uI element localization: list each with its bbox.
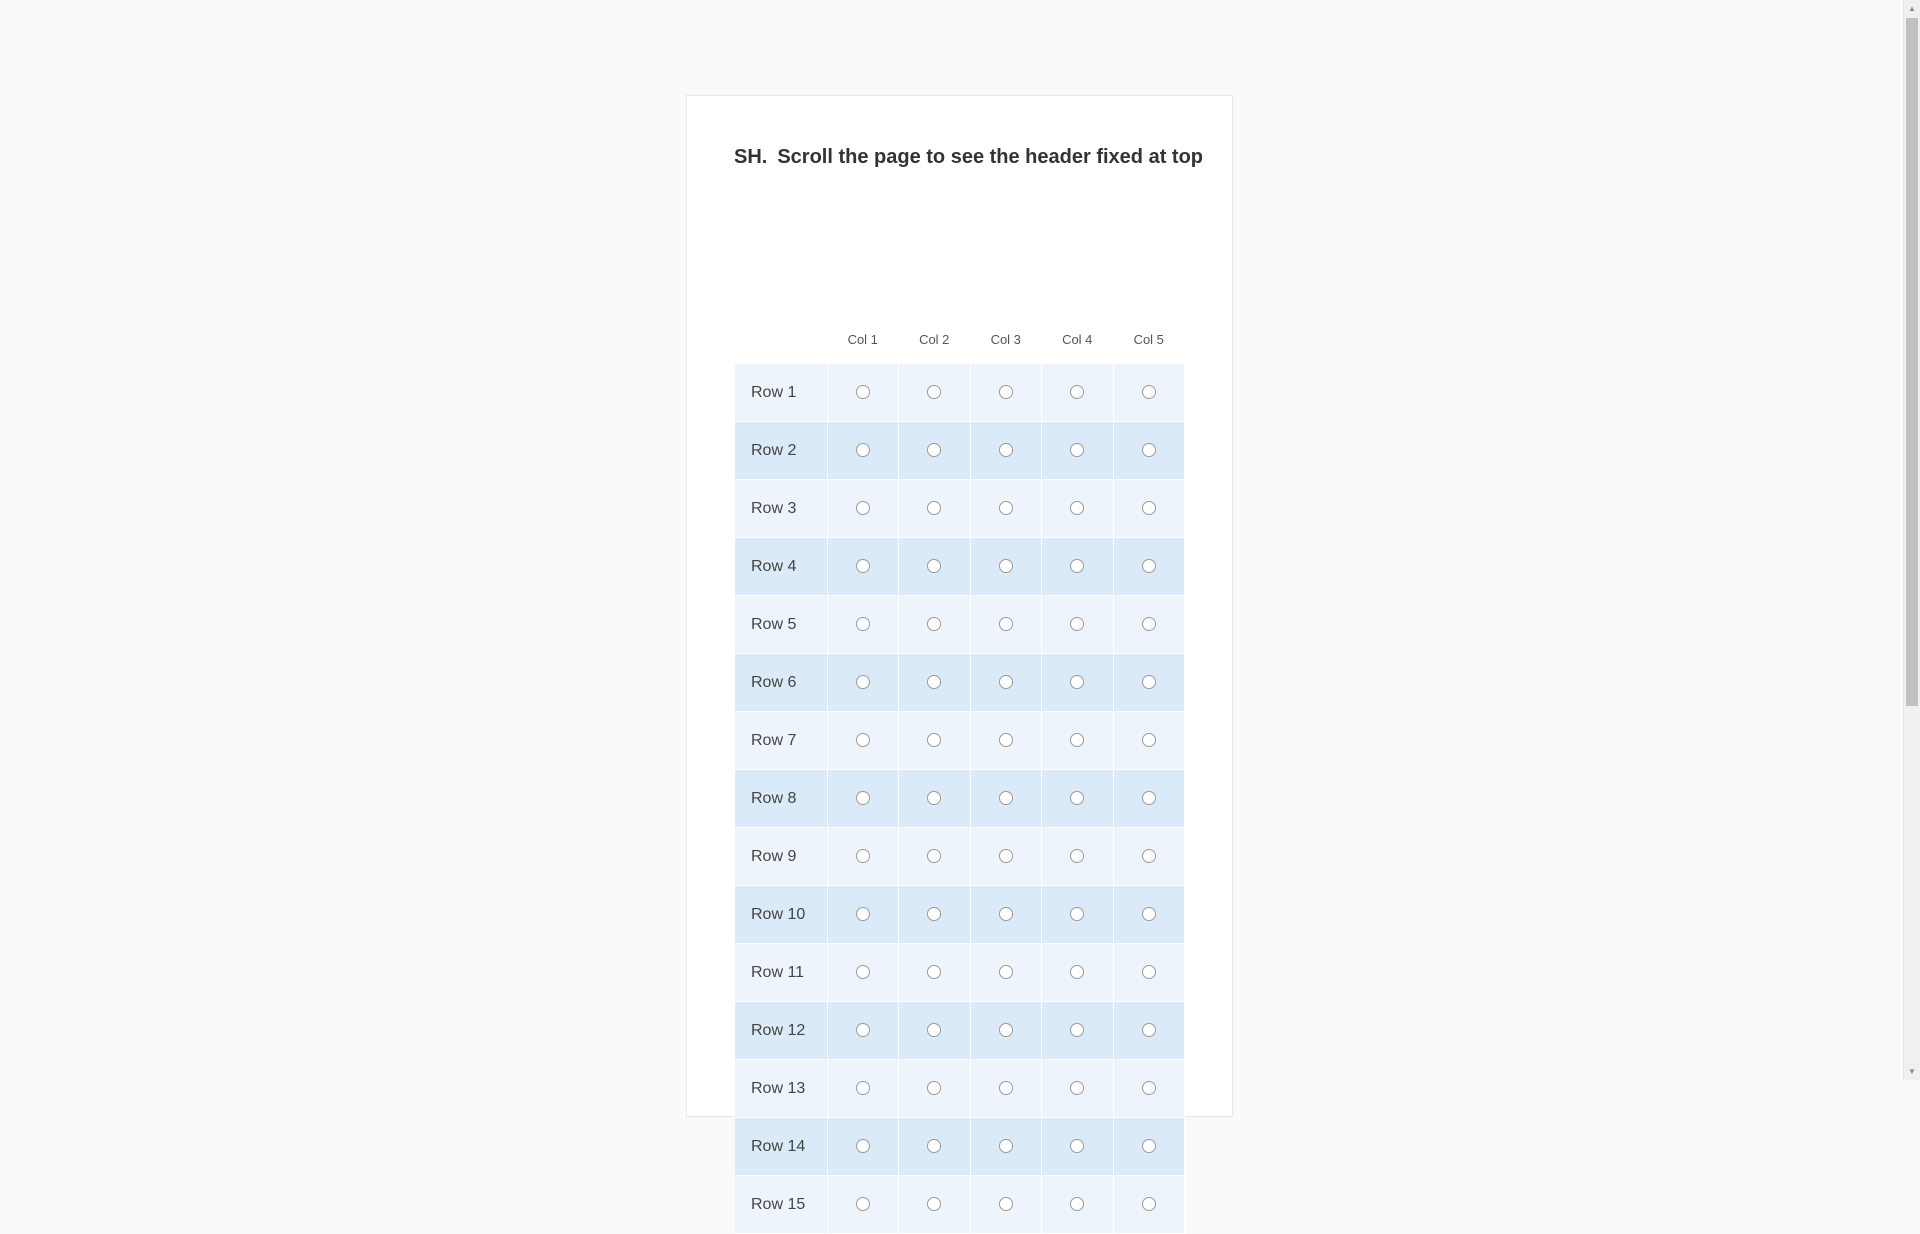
matrix-cell[interactable] xyxy=(1113,1002,1185,1060)
row-label: Row 3 xyxy=(735,480,827,538)
matrix-cell[interactable] xyxy=(1042,654,1114,712)
matrix-cell[interactable] xyxy=(1113,712,1185,770)
radio-button[interactable] xyxy=(1142,675,1156,689)
matrix-cell[interactable] xyxy=(970,596,1042,654)
radio-button[interactable] xyxy=(1070,733,1084,747)
matrix-cell[interactable] xyxy=(1113,654,1185,712)
radio-button[interactable] xyxy=(999,965,1013,979)
radio-button[interactable] xyxy=(927,849,941,863)
radio-button[interactable] xyxy=(856,559,870,573)
matrix-cell[interactable] xyxy=(827,886,899,944)
table-row xyxy=(735,1002,1185,1060)
matrix-cell[interactable] xyxy=(827,1002,899,1060)
matrix-cell[interactable] xyxy=(827,654,899,712)
radio-button[interactable] xyxy=(999,617,1013,631)
question-title xyxy=(734,146,1203,169)
matrix-cell[interactable] xyxy=(970,1060,1042,1118)
matrix-cell[interactable] xyxy=(899,654,971,712)
radio-button[interactable] xyxy=(927,385,941,399)
question-number: SH. xyxy=(734,146,768,168)
row-label: Row 12 xyxy=(735,1002,827,1060)
matrix-cell[interactable] xyxy=(1113,364,1185,422)
matrix-cell[interactable] xyxy=(827,1118,899,1176)
radio-button[interactable] xyxy=(1070,675,1084,689)
question-text: Scroll the page to see the header fixed at top xyxy=(777,146,1203,168)
radio-button[interactable] xyxy=(999,1197,1013,1211)
radio-button[interactable] xyxy=(999,1139,1013,1153)
matrix-cell[interactable] xyxy=(1042,1176,1114,1234)
row-label: Row 2 xyxy=(735,422,827,480)
radio-button[interactable] xyxy=(927,791,941,805)
radio-button[interactable] xyxy=(856,617,870,631)
matrix-cell[interactable] xyxy=(899,828,971,886)
matrix-cell[interactable] xyxy=(970,828,1042,886)
matrix-cell[interactable] xyxy=(970,886,1042,944)
row-label: Row 11 xyxy=(735,944,827,1002)
matrix-cell[interactable] xyxy=(899,422,971,480)
question-card xyxy=(686,95,1233,1213)
radio-button[interactable] xyxy=(1070,907,1084,921)
radio-button[interactable] xyxy=(999,849,1013,863)
header-corner xyxy=(735,314,827,364)
radio-button[interactable] xyxy=(1142,1081,1156,1095)
matrix-cell[interactable] xyxy=(1042,596,1114,654)
radio-button[interactable] xyxy=(1070,1023,1084,1037)
matrix-cell[interactable] xyxy=(827,1060,899,1118)
matrix-cell[interactable] xyxy=(899,944,971,1002)
matrix-cell[interactable] xyxy=(970,364,1042,422)
row-label: Row 13 xyxy=(735,1060,827,1118)
radio-button[interactable] xyxy=(927,1023,941,1037)
matrix-cell[interactable] xyxy=(1113,886,1185,944)
radio-button[interactable] xyxy=(856,733,870,747)
radio-button[interactable] xyxy=(999,443,1013,457)
radio-button[interactable] xyxy=(927,1081,941,1095)
radio-button[interactable] xyxy=(856,501,870,515)
matrix-cell[interactable] xyxy=(1042,770,1114,828)
matrix-cell[interactable] xyxy=(899,712,971,770)
radio-button[interactable] xyxy=(1070,559,1084,573)
matrix-cell[interactable] xyxy=(1042,712,1114,770)
radio-button[interactable] xyxy=(856,1197,870,1211)
matrix-cell[interactable] xyxy=(899,538,971,596)
matrix-cell[interactable] xyxy=(827,770,899,828)
radio-button[interactable] xyxy=(1070,791,1084,805)
radio-button[interactable] xyxy=(856,849,870,863)
matrix-cell[interactable] xyxy=(899,1002,971,1060)
matrix-cell[interactable] xyxy=(1042,422,1114,480)
matrix-cell[interactable] xyxy=(1113,422,1185,480)
radio-button[interactable] xyxy=(856,907,870,921)
row-label: Row 7 xyxy=(735,712,827,770)
column-header: Col 5 xyxy=(1133,331,1164,347)
matrix-cell[interactable] xyxy=(1113,1176,1185,1234)
radio-button[interactable] xyxy=(999,1081,1013,1095)
matrix-cell[interactable] xyxy=(970,538,1042,596)
radio-button[interactable] xyxy=(1142,907,1156,921)
table-row xyxy=(735,364,1185,422)
matrix-cell[interactable] xyxy=(1042,480,1114,538)
table-row xyxy=(735,770,1185,828)
radio-button[interactable] xyxy=(1070,1139,1084,1153)
matrix-cell[interactable] xyxy=(970,422,1042,480)
radio-button[interactable] xyxy=(1142,617,1156,631)
scroll-down-arrow-icon[interactable]: ▼ xyxy=(1908,1067,1916,1076)
matrix-cell[interactable] xyxy=(970,770,1042,828)
table-row xyxy=(735,944,1185,1002)
radio-button[interactable] xyxy=(856,1081,870,1095)
vertical-scrollbar[interactable] xyxy=(1903,0,1920,1080)
matrix-cell[interactable] xyxy=(899,364,971,422)
matrix-cell[interactable] xyxy=(827,422,899,480)
matrix-cell[interactable] xyxy=(1042,1060,1114,1118)
radio-button[interactable] xyxy=(999,1023,1013,1037)
row-label: Row 4 xyxy=(735,538,827,596)
matrix-cell[interactable] xyxy=(899,1118,971,1176)
radio-button[interactable] xyxy=(999,733,1013,747)
table-row xyxy=(735,712,1185,770)
radio-button[interactable] xyxy=(856,791,870,805)
radio-button[interactable] xyxy=(856,965,870,979)
row-label: Row 6 xyxy=(735,654,827,712)
row-label: Row 8 xyxy=(735,770,827,828)
radio-button[interactable] xyxy=(999,385,1013,399)
radio-button[interactable] xyxy=(1142,791,1156,805)
radio-button[interactable] xyxy=(927,443,941,457)
matrix-cell[interactable] xyxy=(827,596,899,654)
matrix-cell[interactable] xyxy=(899,596,971,654)
matrix-cell[interactable] xyxy=(827,944,899,1002)
matrix-cell[interactable] xyxy=(1113,770,1185,828)
table-row xyxy=(735,886,1185,944)
radio-button[interactable] xyxy=(1142,501,1156,515)
matrix-cell[interactable] xyxy=(899,480,971,538)
radio-button[interactable] xyxy=(856,1023,870,1037)
matrix-cell[interactable] xyxy=(970,1176,1042,1234)
row-label: Row 1 xyxy=(735,364,827,422)
matrix-cell[interactable] xyxy=(899,770,971,828)
radio-button[interactable] xyxy=(856,385,870,399)
radio-button[interactable] xyxy=(1070,385,1084,399)
radio-button[interactable] xyxy=(1142,1023,1156,1037)
row-label: Row 10 xyxy=(735,886,827,944)
matrix-cell[interactable] xyxy=(1042,1002,1114,1060)
radio-button[interactable] xyxy=(999,791,1013,805)
radio-button[interactable] xyxy=(999,675,1013,689)
column-header: Col 2 xyxy=(919,331,950,347)
matrix-cell[interactable] xyxy=(1042,886,1114,944)
radio-button[interactable] xyxy=(999,559,1013,573)
matrix-cell[interactable] xyxy=(1042,828,1114,886)
radio-button[interactable] xyxy=(856,1139,870,1153)
table-row xyxy=(735,422,1185,480)
column-header: Col 1 xyxy=(847,331,878,347)
matrix-rows xyxy=(735,364,1185,1234)
table-row xyxy=(735,1060,1185,1118)
radio-button[interactable] xyxy=(1142,1197,1156,1211)
radio-button[interactable] xyxy=(1070,443,1084,457)
column-header: Col 4 xyxy=(1062,331,1093,347)
scrollbar-thumb[interactable] xyxy=(1906,18,1918,706)
radio-button[interactable] xyxy=(1142,443,1156,457)
radio-button[interactable] xyxy=(1142,1139,1156,1153)
radio-button[interactable] xyxy=(999,907,1013,921)
matrix-cell[interactable] xyxy=(1113,596,1185,654)
table-row xyxy=(735,538,1185,596)
table-row xyxy=(735,1176,1185,1234)
matrix-cell[interactable] xyxy=(970,480,1042,538)
radio-button[interactable] xyxy=(856,675,870,689)
matrix-cell[interactable] xyxy=(1042,1118,1114,1176)
radio-button[interactable] xyxy=(1142,965,1156,979)
matrix-cell[interactable] xyxy=(1113,538,1185,596)
radio-button[interactable] xyxy=(1070,501,1084,515)
table-row xyxy=(735,596,1185,654)
radio-button[interactable] xyxy=(1070,849,1084,863)
table-row xyxy=(735,480,1185,538)
matrix-cell[interactable] xyxy=(1113,1118,1185,1176)
matrix-cell[interactable] xyxy=(827,480,899,538)
matrix-cell[interactable] xyxy=(827,538,899,596)
radio-button[interactable] xyxy=(927,1197,941,1211)
radio-button[interactable] xyxy=(927,559,941,573)
radio-button[interactable] xyxy=(1070,965,1084,979)
column-header-row xyxy=(735,314,1185,364)
radio-button[interactable] xyxy=(999,501,1013,515)
column-header: Col 3 xyxy=(990,331,1021,347)
matrix-cell[interactable] xyxy=(1113,1060,1185,1118)
table-row xyxy=(735,1118,1185,1176)
radio-button[interactable] xyxy=(927,675,941,689)
matrix-cell[interactable] xyxy=(899,1060,971,1118)
matrix-cell[interactable] xyxy=(1042,944,1114,1002)
matrix-cell[interactable] xyxy=(1042,538,1114,596)
radio-button[interactable] xyxy=(927,907,941,921)
matrix-cell[interactable] xyxy=(827,364,899,422)
radio-button[interactable] xyxy=(856,443,870,457)
radio-button[interactable] xyxy=(927,617,941,631)
matrix-cell[interactable] xyxy=(827,1176,899,1234)
matrix-cell[interactable] xyxy=(970,1118,1042,1176)
matrix-cell[interactable] xyxy=(1113,828,1185,886)
matrix-grid xyxy=(735,314,1185,1234)
matrix-cell[interactable] xyxy=(827,712,899,770)
matrix-cell[interactable] xyxy=(1113,944,1185,1002)
table-row xyxy=(735,654,1185,712)
row-label: Row 5 xyxy=(735,596,827,654)
radio-button[interactable] xyxy=(1142,733,1156,747)
matrix-cell[interactable] xyxy=(827,828,899,886)
matrix-cell[interactable] xyxy=(899,886,971,944)
matrix-cell[interactable] xyxy=(970,654,1042,712)
radio-button[interactable] xyxy=(1142,559,1156,573)
row-label: Row 14 xyxy=(735,1118,827,1176)
radio-button[interactable] xyxy=(927,501,941,515)
radio-button[interactable] xyxy=(1070,617,1084,631)
radio-button[interactable] xyxy=(927,733,941,747)
table-row xyxy=(735,828,1185,886)
radio-button[interactable] xyxy=(1070,1197,1084,1211)
matrix-cell[interactable] xyxy=(970,1002,1042,1060)
radio-button[interactable] xyxy=(1142,385,1156,399)
row-label: Row 15 xyxy=(735,1176,827,1234)
matrix-cell[interactable] xyxy=(970,712,1042,770)
row-label: Row 9 xyxy=(735,828,827,886)
matrix-cell[interactable] xyxy=(899,1176,971,1234)
radio-button[interactable] xyxy=(1070,1081,1084,1095)
matrix-cell[interactable] xyxy=(1042,364,1114,422)
radio-button[interactable] xyxy=(927,1139,941,1153)
matrix-cell[interactable] xyxy=(970,944,1042,1002)
radio-button[interactable] xyxy=(1142,849,1156,863)
matrix-cell[interactable] xyxy=(1113,480,1185,538)
radio-button[interactable] xyxy=(927,965,941,979)
scroll-up-arrow-icon[interactable]: ▲ xyxy=(1908,4,1916,13)
